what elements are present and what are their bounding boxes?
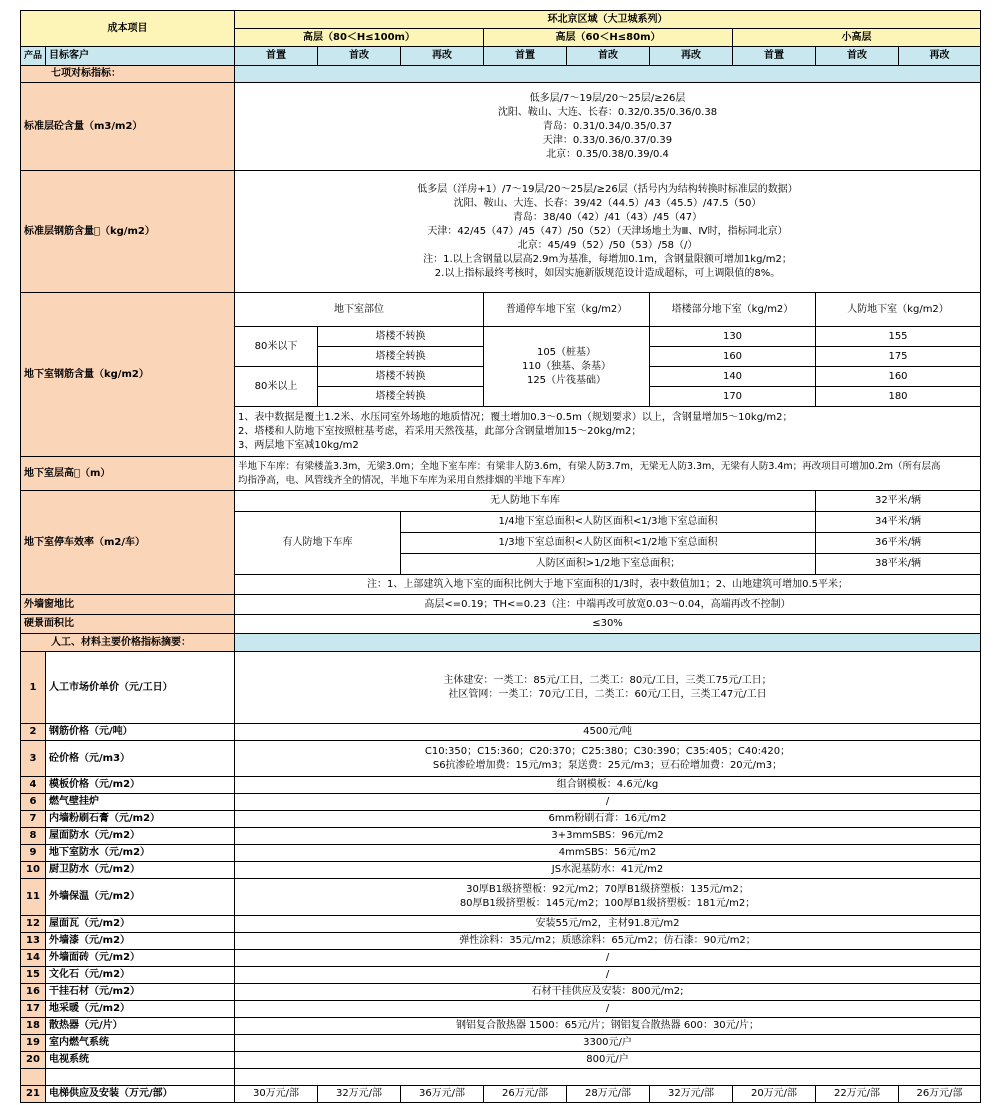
price-value: / <box>235 950 981 967</box>
cost-table <box>20 10 981 1103</box>
parking-label: 地下室停车效率（m2/车） <box>21 491 235 595</box>
steel-values <box>235 171 981 293</box>
elevator-value: 26万元/部 <box>484 1086 567 1103</box>
price-value: 石材干挂供应及安装：800元/m2; <box>235 984 981 1001</box>
civil-garage: 有人防地下车库 <box>235 512 401 575</box>
price-value: 3300元/户 <box>235 1035 981 1052</box>
parking-value: 32平米/辆 <box>816 491 981 512</box>
sub-col-header: 首置 <box>484 47 567 66</box>
cost-item-header: 成本项目 <box>21 11 235 47</box>
basement-part: 塔楼不转换 <box>318 367 484 387</box>
price-line: S6抗渗砼增加费：15元/m3；泵送费：25元/m3；豆石砼增加费：20元/m3； <box>432 759 783 771</box>
row-number: 17 <box>21 1001 46 1018</box>
normal-basement-line: 125（片筏基础） <box>526 374 607 386</box>
row-number: 19 <box>21 1035 46 1052</box>
steel-line: 注：1.以上含钢量以层高2.9m为基准，每增加0.1m，含钢量限额可增加1kg/m2； <box>423 253 792 265</box>
concrete-line: 低多层/7～19层/20～25层/≥26层 <box>529 92 686 104</box>
steel-line: 低多层（洋房+1）/7～19层/20～25层/≥26层（括号内为结构转换时标准层的数据） <box>417 183 798 195</box>
concrete-line: 天津：0.33/0.36/0.37/0.39 <box>542 134 673 146</box>
price-label: 人工市场价单价（元/工日） <box>46 652 235 724</box>
elevator-value: 36万元/部 <box>401 1086 484 1103</box>
concrete-line: 沈阳、鞍山、大连、长春：0.32/0.35/0.36/0.38 <box>497 106 718 118</box>
basement-steel-notes <box>235 407 981 457</box>
row-number: 13 <box>21 933 46 950</box>
price-label: 砼价格（元/m3） <box>46 741 235 777</box>
cost-indicator-sheet <box>20 10 980 1103</box>
basement-part: 塔楼不转换 <box>318 327 484 347</box>
group-header-2: 高层（60＜H≤80m） <box>484 29 733 47</box>
row-number: 4 <box>21 777 46 794</box>
note-line: 1、表中数据是覆土1.2米、水压同室外场地的地质情况；覆土增加0.3～0.5m（规划要求）以上，含钢量增加5～10kg/m2； <box>238 411 793 423</box>
target-customer-header: 目标客户 <box>46 47 235 66</box>
price-label: 外墙面砖（元/m2） <box>46 950 235 967</box>
price-value: 组合钢模板：4.6元/kg <box>235 777 981 794</box>
window-ratio-label: 外墙窗地比 <box>21 595 235 615</box>
row-number: 21 <box>21 1086 46 1103</box>
parking-value: 38平米/辆 <box>816 554 981 575</box>
elevator-value: 32万元/部 <box>650 1086 733 1103</box>
parking-value: 36平米/辆 <box>816 533 981 554</box>
height-group-below-80: 80米以下 <box>235 327 318 367</box>
concrete-line: 青岛：0.31/0.34/0.35/0.37 <box>542 120 673 132</box>
normal-basement-line: 105（桩基） <box>536 346 597 358</box>
row-number: 1 <box>21 652 46 724</box>
row-number: 7 <box>21 811 46 828</box>
price-label: 燃气壁挂炉 <box>46 794 235 811</box>
price-value <box>235 879 981 916</box>
hardscape-value: ≤30% <box>235 615 981 634</box>
price-label: 屋面防水（元/m2） <box>46 828 235 845</box>
sub-col-header: 再改 <box>650 47 733 66</box>
elevator-value: 20万元/部 <box>733 1086 816 1103</box>
height-group-above-80: 80米以上 <box>235 367 318 407</box>
price-line: C10:350；C15:360；C20:370；C25:380；C30:390；C35:405；C40:420； <box>424 745 791 757</box>
no-civil-garage: 无人防地下车库 <box>235 491 816 512</box>
price-value: / <box>235 794 981 811</box>
product-header: 产品 <box>21 47 46 66</box>
price-value <box>235 1069 981 1086</box>
price-line: 80厚B1级挤塑板：145元/m2；100厚B1级挤塑板：181元/m2； <box>459 898 756 909</box>
elevator-label: 电梯供应及安装（万元/部） <box>46 1086 235 1103</box>
steel-line: 2.以上指标最终考核时，如因实施新版规范设计造成超标，可上调限值的8%。 <box>434 267 781 279</box>
price-label: 外墙漆（元/m2） <box>46 933 235 950</box>
price-value: 6mm粉刷石膏：16元/m2 <box>235 811 981 828</box>
section-fill <box>235 66 981 83</box>
basement-part: 塔楼全转换 <box>318 347 484 367</box>
price-value: 800元/户 <box>235 1052 981 1069</box>
price-label <box>46 1069 235 1086</box>
concrete-values <box>235 83 981 171</box>
price-value: 安装55元/m2，主材91.8元/m2 <box>235 916 981 933</box>
section-price-indicators: 人工、材料主要价格指标摘要： <box>21 634 235 652</box>
concrete-line: 北京：0.35/0.38/0.39/0.4 <box>546 148 669 160</box>
price-line: 30厚B1级挤塑板：92元/m2；70厚B1级挤塑板：135元/m2； <box>466 884 749 895</box>
elevator-value: 32万元/部 <box>318 1086 401 1103</box>
price-label: 散热器（元/片） <box>46 1018 235 1035</box>
normal-basement-values <box>484 327 650 407</box>
note-line: 3、两层地下室减10kg/m2 <box>238 439 359 451</box>
basement-part-header: 地下室部位 <box>235 293 484 327</box>
window-ratio-value: 高层<=0.19；TH<=0.23（注：中端再改可放宽0.03～0.04，高端再改不控制） <box>235 595 981 615</box>
civil-defense-header: 人防地下室（kg/m2） <box>816 293 981 327</box>
price-value: 4500元/吨 <box>235 724 981 741</box>
price-label: 外墙保温（元/m2） <box>46 879 235 916</box>
parking-note: 注：1、上部建筑入地下室的面积比例大于地下室面积的1/3时，表中数值加1；2、山地建筑可增加0.5平米； <box>235 575 981 595</box>
sub-col-header: 首改 <box>816 47 899 66</box>
price-value: 3+3mmSBS：96元/m2 <box>235 828 981 845</box>
row-number: 8 <box>21 828 46 845</box>
row-number: 3 <box>21 741 46 777</box>
height-line: 均指净高，电、风管线齐全的情况，半地下车库为采用自然排烟的半地下车库） <box>238 474 571 486</box>
row-number: 2 <box>21 724 46 741</box>
basement-height-values <box>235 457 981 491</box>
row-number: 20 <box>21 1052 46 1069</box>
civil-value: 180 <box>816 387 981 407</box>
tower-value: 160 <box>650 347 816 367</box>
steel-line: 北京：45/49（52）/50（53）/58（/） <box>517 239 698 251</box>
normal-basement-line: 110（独基、条基） <box>521 360 612 372</box>
basement-steel-label: 地下室钢筋含量（kg/m2） <box>21 293 235 457</box>
price-value: JS水泥基防水：41元/m2 <box>235 862 981 879</box>
tower-value: 140 <box>650 367 816 387</box>
steel-line: 天津：42/45（47）/45（47）/50（52）（天津场地土为Ⅲ、Ⅳ时，指标同北京） <box>427 225 788 237</box>
price-label: 地下室防水（元/m2） <box>46 845 235 862</box>
basement-height-label: 地下室层高 （m） <box>21 457 235 491</box>
price-label: 厨卫防水（元/m2） <box>46 862 235 879</box>
price-value: 钢铝复合散热器 1500：65元/片；钢铝复合散热器 600：30元/片； <box>235 1018 981 1035</box>
price-value <box>235 652 981 724</box>
parking-value: 34平米/辆 <box>816 512 981 533</box>
price-label: 干挂石材（元/m2） <box>46 984 235 1001</box>
tower-value: 170 <box>650 387 816 407</box>
elevator-value: 26万元/部 <box>899 1086 981 1103</box>
price-label: 屋面瓦（元/m2） <box>46 916 235 933</box>
basement-part: 塔楼全转换 <box>318 387 484 407</box>
note-line: 2、塔楼和人防地下室按照桩基考虑，若采用天然筏基，此部分含钢量增加15～20kg/m2； <box>238 425 642 437</box>
elevator-value: 28万元/部 <box>567 1086 650 1103</box>
steel-line: 沈阳、鞍山、大连、长春：39/42（44.5）/43（45.5）/47.5（50） <box>453 197 762 209</box>
row-number: 9 <box>21 845 46 862</box>
sub-col-header: 首置 <box>733 47 816 66</box>
price-value: 4mmSBS：56元/m2 <box>235 845 981 862</box>
row-number: 6 <box>21 794 46 811</box>
row-number: 12 <box>21 916 46 933</box>
sub-col-header: 再改 <box>401 47 484 66</box>
price-label: 钢筋价格（元/吨） <box>46 724 235 741</box>
row-number: 16 <box>21 984 46 1001</box>
row-number: 14 <box>21 950 46 967</box>
group-header-3: 小高层 <box>733 29 981 47</box>
civil-value: 160 <box>816 367 981 387</box>
tower-basement-header: 塔楼部分地下室（kg/m2） <box>650 293 816 327</box>
price-value: / <box>235 967 981 984</box>
price-line: 主体建安：一类工：85元/工日，二类工：80元/工日，三类工75元/工日； <box>443 674 772 686</box>
row-number: 15 <box>21 967 46 984</box>
row-number: 10 <box>21 862 46 879</box>
row-number: 11 <box>21 879 46 916</box>
steel-line: 青岛：38/40（42）/41（43）/45（47） <box>512 211 703 223</box>
price-value: / <box>235 1001 981 1018</box>
row-number <box>21 1069 46 1086</box>
price-label: 文化石（元/m2） <box>46 967 235 984</box>
section-fill <box>235 634 981 652</box>
price-value: 弹性涂料：35元/m2；质感涂料：65元/m2；仿石漆：90元/m2； <box>235 933 981 950</box>
normal-basement-header: 普通停车地下室（kg/m2） <box>484 293 650 327</box>
section-seven-indicators: 七项对标指标： <box>21 66 235 83</box>
concrete-label: 标准层砼含量（m3/m2） <box>21 83 235 171</box>
civil-value: 175 <box>816 347 981 367</box>
sub-col-header: 首置 <box>235 47 318 66</box>
price-label: 地采暖（元/m2） <box>46 1001 235 1018</box>
region-header: 环北京区域（大卫城系列） <box>235 11 981 29</box>
price-line: 社区管网：一类工：70元/工日，二类工：60元/工日，三类工47元/工日 <box>448 688 767 700</box>
elevator-value: 30万元/部 <box>235 1086 318 1103</box>
price-value <box>235 741 981 777</box>
parking-condition: 1/3地下室总面积<人防区面积<1/2地下室总面积 <box>401 533 816 554</box>
sub-col-header: 再改 <box>899 47 981 66</box>
sub-col-header: 首改 <box>567 47 650 66</box>
steel-label: 标准层钢筋含量 （kg/m2） <box>21 171 235 293</box>
parking-condition: 人防区面积>1/2地下室总面积； <box>401 554 816 575</box>
price-label: 内墙粉刷石膏（元/m2） <box>46 811 235 828</box>
price-label: 电视系统 <box>46 1052 235 1069</box>
sub-col-header: 首改 <box>318 47 401 66</box>
price-label: 模板价格（元/m2） <box>46 777 235 794</box>
row-number: 18 <box>21 1018 46 1035</box>
hardscape-label: 硬景面积比 <box>21 615 235 634</box>
height-line: 半地下车库：有梁楼盖3.3m，无梁3.0m；全地下室车库：有梁非人防3.6m，有梁人防3.7m，无梁无人防3.3m，无梁有人防3.4m；再改项目可增加0.2m（所有层高 <box>238 460 941 472</box>
tower-value: 130 <box>650 327 816 347</box>
group-header-1: 高层（80＜H≤100m） <box>235 29 484 47</box>
civil-value: 155 <box>816 327 981 347</box>
price-label: 室内燃气系统 <box>46 1035 235 1052</box>
parking-condition: 1/4地下室总面积<人防区面积<1/3地下室总面积 <box>401 512 816 533</box>
elevator-value: 22万元/部 <box>816 1086 899 1103</box>
